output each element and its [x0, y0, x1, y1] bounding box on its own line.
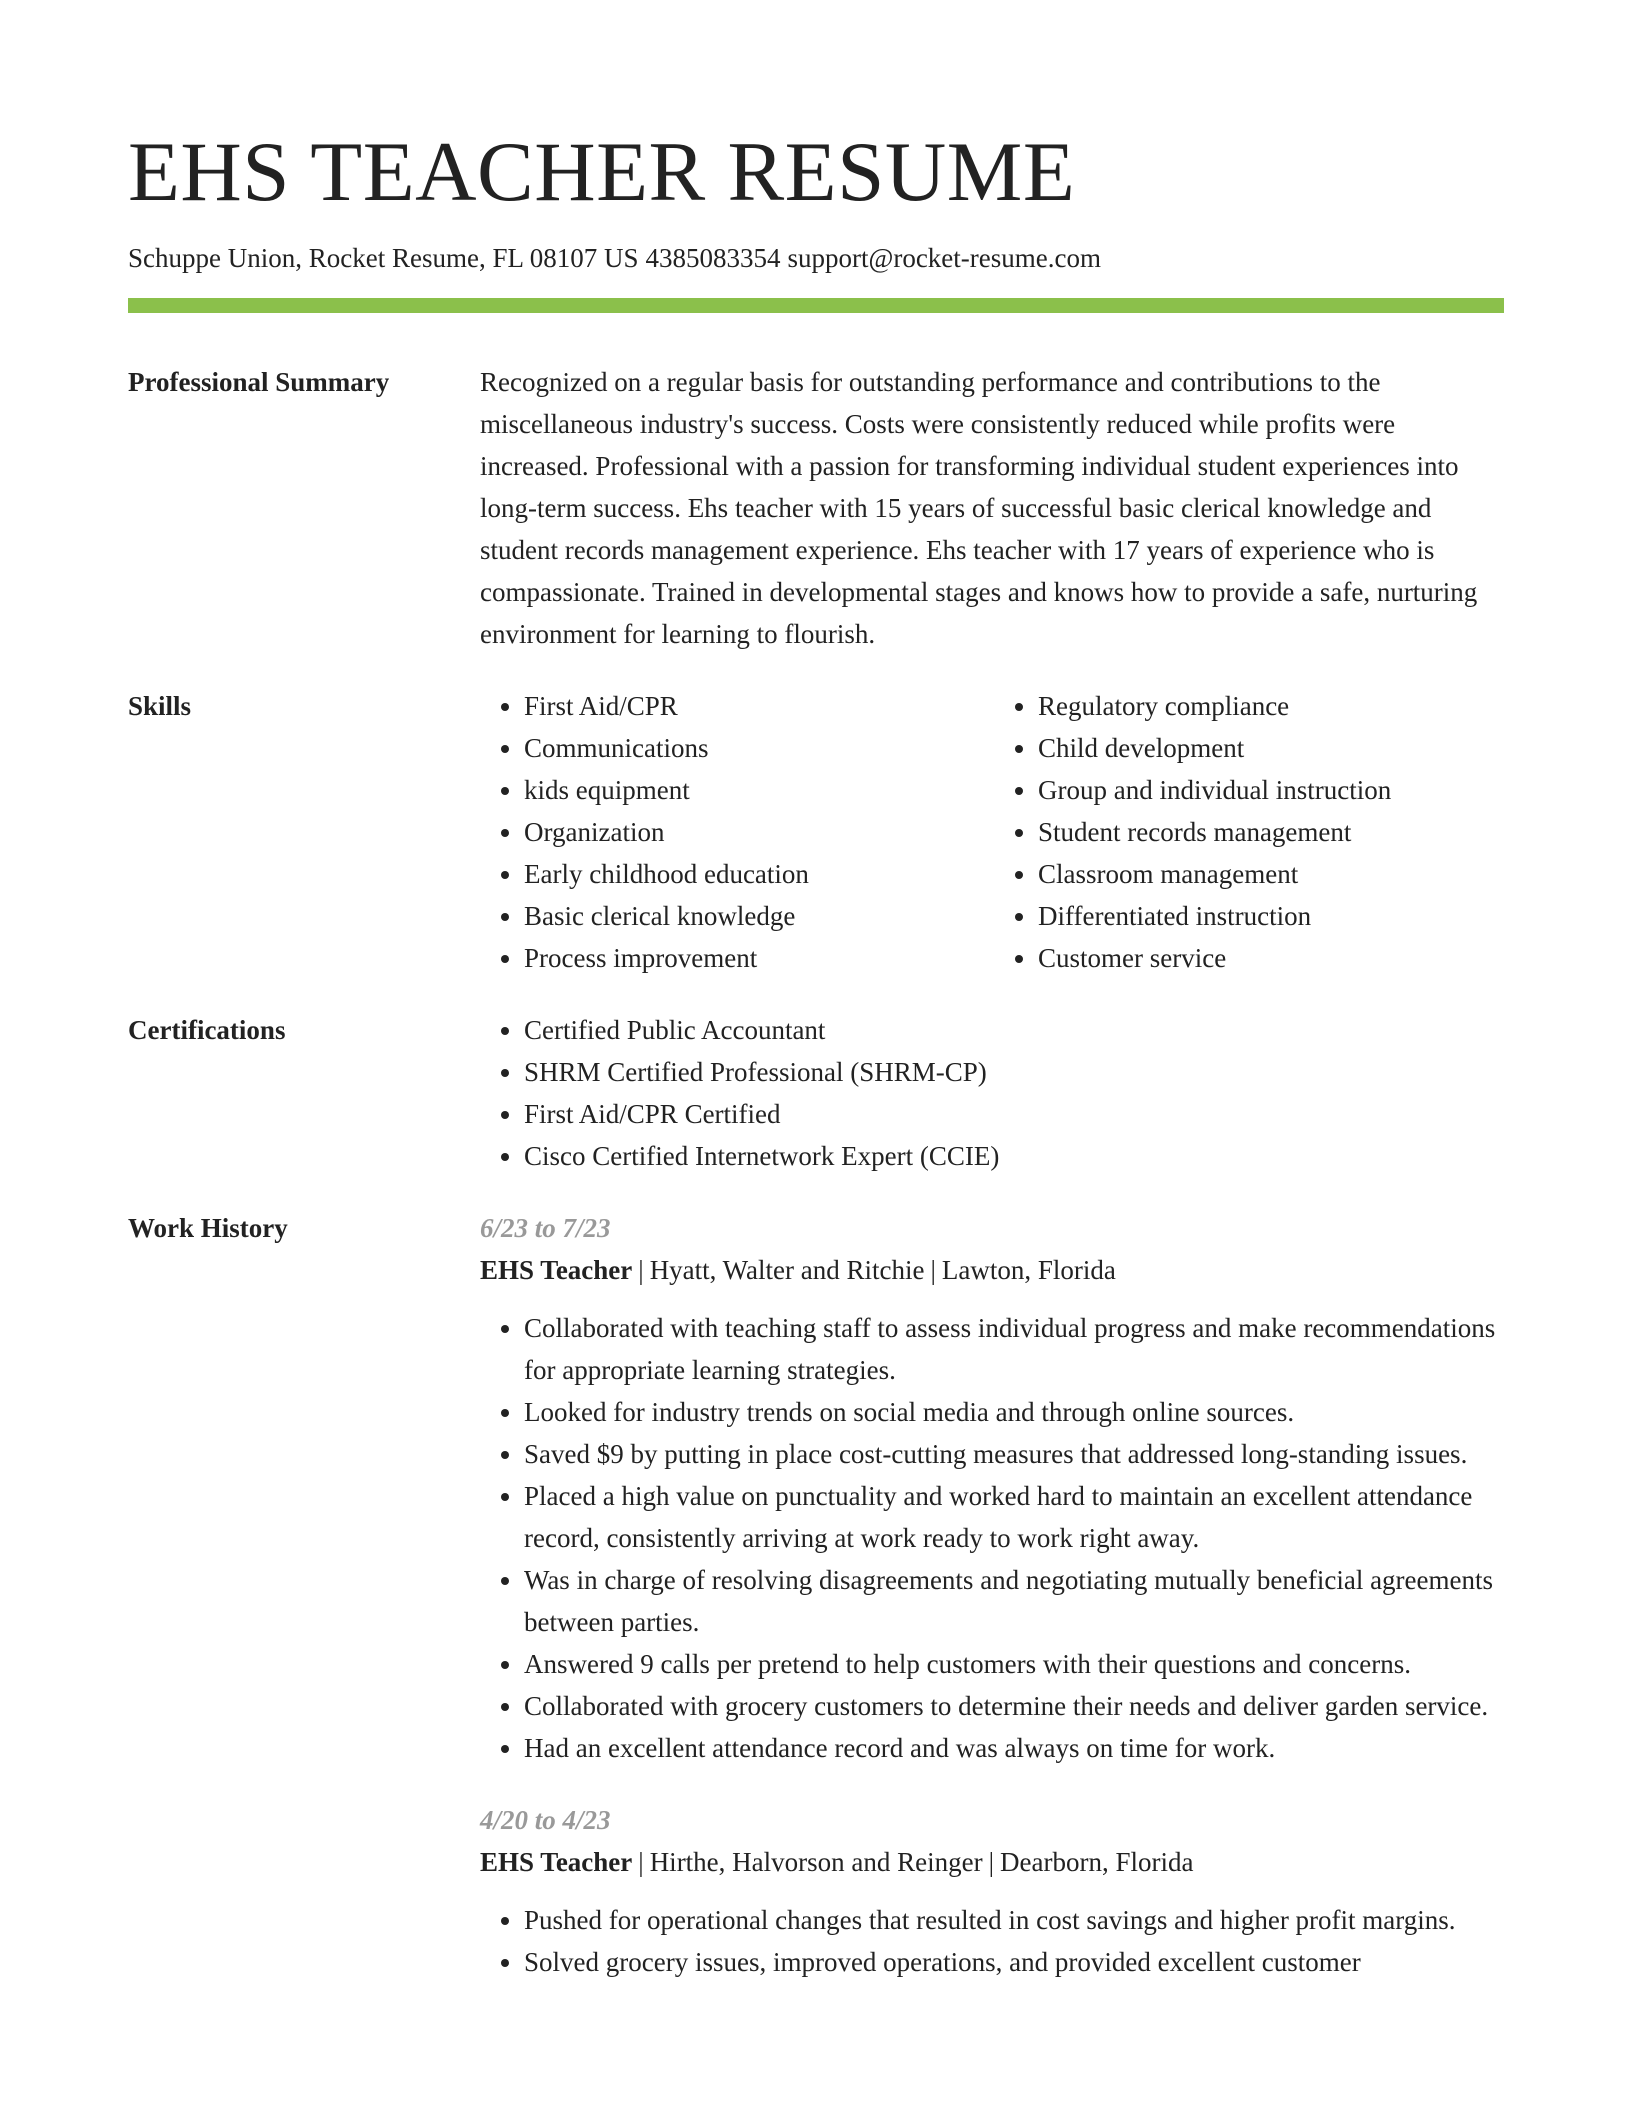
certification-item: • First Aid/CPR Certified — [524, 1093, 1504, 1135]
job-bullet: • Placed a high value on punctuality and worked hard to maintain an excellent attendance record, consistently arriving at work ready to work right away. — [524, 1475, 1504, 1559]
skill-item: • Early childhood education — [524, 853, 984, 895]
job-bullet: • Was in charge of resolving disagreements and negotiating mutually beneficial agreements between parties. — [524, 1559, 1504, 1643]
skill-item: • Differentiated instruction — [1038, 895, 1498, 937]
job-entry — [480, 1207, 1504, 1769]
skill-item: • Student records management — [1038, 811, 1498, 853]
certifications-list — [480, 1009, 1504, 1177]
resume-title: EHS TEACHER RESUME — [128, 125, 1076, 219]
skill-item: • Regulatory compliance — [1038, 685, 1498, 727]
summary-label: Professional Summary — [128, 367, 390, 397]
job-dates: 4/20 to 4/23 — [480, 1805, 611, 1835]
skill-item: • Communications — [524, 727, 984, 769]
separator: | — [930, 1255, 936, 1285]
job-company: Hirthe, Halvorson and Reinger — [649, 1847, 983, 1877]
job-entry — [480, 1799, 1504, 1983]
job-bullet: • Saved $9 by putting in place cost-cutting measures that addressed long-standing issues. — [524, 1433, 1504, 1475]
job-bullet: • Answered 9 calls per pretend to help customers with their questions and concerns. — [524, 1643, 1504, 1685]
job-heading — [480, 1249, 1504, 1291]
skills-label: Skills — [128, 691, 192, 721]
job-dates: 6/23 to 7/23 — [480, 1213, 611, 1243]
job-bullet: • Looked for industry trends on social media and through online sources. — [524, 1391, 1504, 1433]
skills-list-right — [994, 685, 1498, 979]
certifications-section — [128, 1009, 1504, 1177]
job-title: EHS Teacher — [480, 1847, 633, 1877]
job-bullet: • Pushed for operational changes that resulted in cost savings and higher profit margins. — [524, 1899, 1504, 1941]
certification-item: • Certified Public Accountant — [524, 1009, 1504, 1051]
separator: | — [638, 1847, 644, 1877]
job-bullet: • Collaborated with grocery customers to determine their needs and deliver garden service. — [524, 1685, 1504, 1727]
skill-item: • kids equipment — [524, 769, 984, 811]
resume-page — [128, 0, 1504, 2013]
skill-item: • Organization — [524, 811, 984, 853]
certifications-label: Certifications — [128, 1015, 286, 1045]
job-location: Lawton, Florida — [941, 1255, 1116, 1285]
job-location: Dearborn, Florida — [1000, 1847, 1194, 1877]
certification-item: • SHRM Certified Professional (SHRM-CP) — [524, 1051, 1504, 1093]
job-company: Hyatt, Walter and Ritchie — [649, 1255, 925, 1285]
contact-email: support@rocket-resume.com — [787, 243, 1101, 273]
job-bullet: • Collaborated with teaching staff to assess individual progress and make recommendations for appropriate learning strategies. — [524, 1307, 1504, 1391]
contact-phone: 4385083354 — [645, 243, 781, 273]
work-history-section — [128, 1207, 1504, 2013]
skill-item: • Customer service — [1038, 937, 1498, 979]
job-bullets — [480, 1899, 1504, 1983]
job-bullet: • Solved grocery issues, improved operations, and provided excellent customer — [524, 1941, 1504, 1983]
header-divider — [128, 298, 1504, 313]
job-bullet: • Had an excellent attendance record and was always on time for work. — [524, 1727, 1504, 1769]
skills-list-left — [480, 685, 984, 979]
summary-text: Recognized on a regular basis for outstanding performance and contributions to the miscellaneous industry's success. Costs were consistently reduced while profits were increased. Professional with a passion for transforming individual student experiences into long-term success. Ehs teacher with 15 years of successful basic clerical knowledge and student records management experience. Ehs teacher with 17 years of experience who is compassionate. Trained in developmental stages and knows how to provide a safe, nurturing environment for learning to flourish. — [480, 367, 1478, 649]
separator: | — [988, 1847, 995, 1877]
skill-item: • Process improvement — [524, 937, 984, 979]
skills-section — [128, 685, 1504, 979]
job-bullets — [480, 1307, 1504, 1769]
work-history-label: Work History — [128, 1213, 288, 1243]
skill-item: • First Aid/CPR — [524, 685, 984, 727]
job-heading — [480, 1841, 1504, 1883]
contact-address: Schuppe Union, Rocket Resume, FL 08107 US — [128, 243, 639, 273]
summary-section — [128, 361, 1504, 655]
skill-item: • Child development — [1038, 727, 1498, 769]
certification-item: • Cisco Certified Internetwork Expert (CCIE) — [524, 1135, 1504, 1177]
job-title: EHS Teacher — [480, 1255, 633, 1285]
contact-line — [128, 240, 1504, 276]
separator: | — [638, 1255, 644, 1285]
skill-item: • Classroom management — [1038, 853, 1498, 895]
skill-item: • Group and individual instruction — [1038, 769, 1498, 811]
skill-item: • Basic clerical knowledge — [524, 895, 984, 937]
